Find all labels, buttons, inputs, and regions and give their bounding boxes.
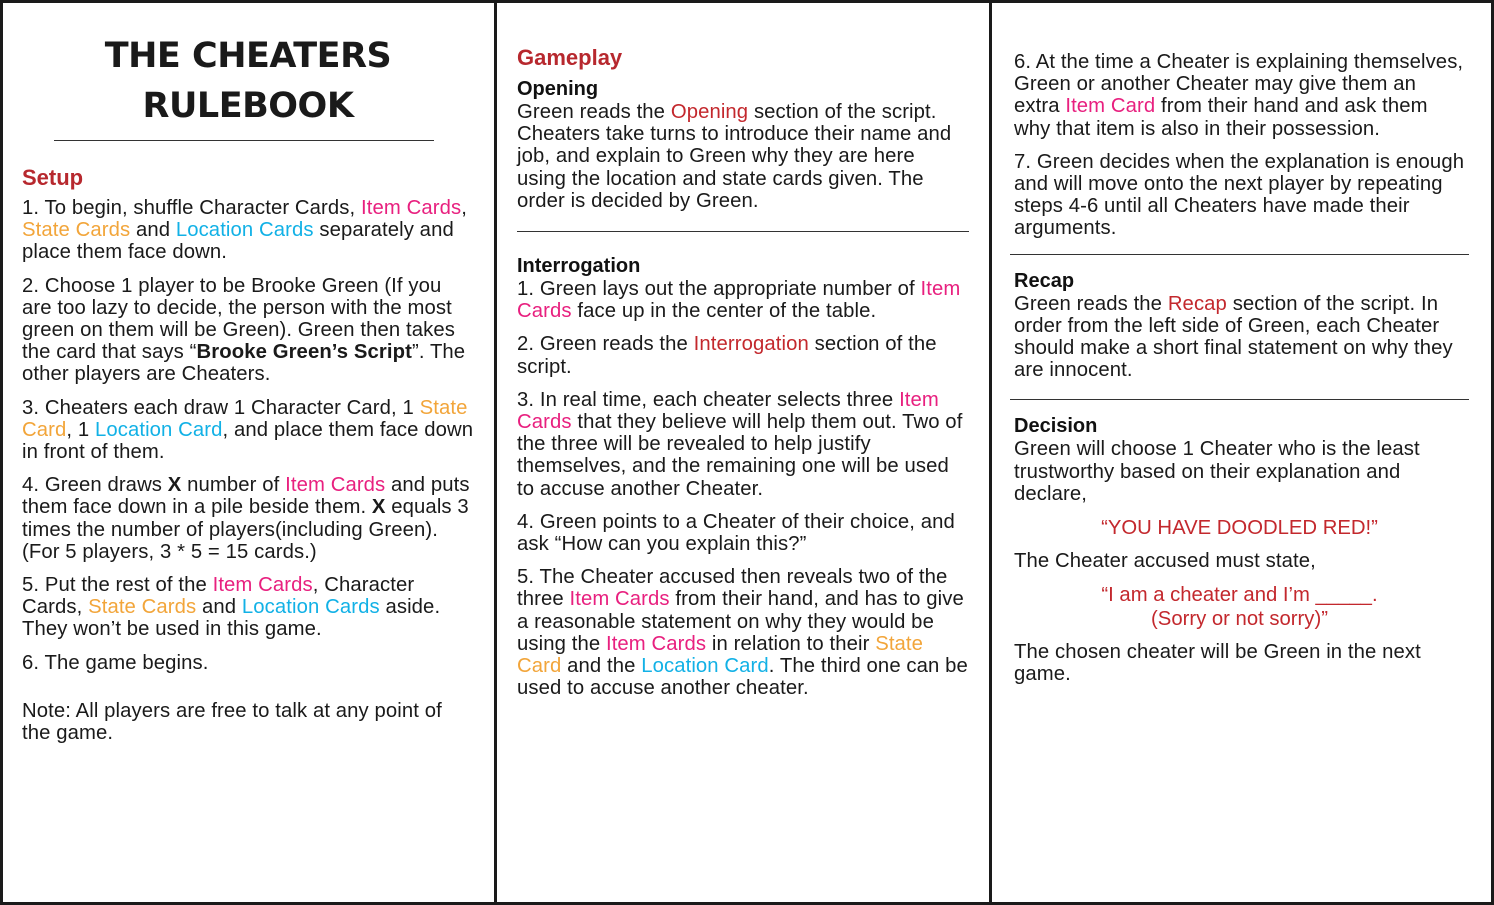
cheater-statement-quote: [1014, 583, 1465, 631]
opening-heading: Opening: [517, 78, 599, 100]
doodled-red-quote: “YOU HAVE DOODLED RED!”: [1101, 517, 1378, 540]
location-card-highlight: Location Card: [641, 655, 769, 678]
item-cards-highlight: Item Cards: [517, 388, 939, 434]
decision-heading: Decision: [1014, 415, 1098, 438]
setup-step-1: 1. To begin, shuffle Character Cards, Item Cards, State Cards and Location Cards separately and place them face down.: [22, 197, 467, 264]
script-card-name: Brooke Green’s Script: [196, 341, 412, 364]
interrogation-step-3: 3. In real time, each cheater selects three Item Cards that they believe will help them out. Two of the three will be revealed to help justify themselves, and the remaining one will be used to accuse another Cheater.: [517, 388, 963, 500]
column-setup: [3, 3, 497, 902]
column-decision: [992, 3, 1491, 902]
title-divider: [54, 140, 434, 141]
section-divider: [1010, 254, 1469, 255]
variable-x: X: [371, 496, 386, 519]
interrogation-step-2: 2. Green reads the Interrogation section of the script.: [517, 333, 937, 378]
recap-highlight: Recap: [1167, 292, 1227, 315]
item-cards-highlight: Item Cards: [361, 197, 462, 219]
location-card-highlight: Location Card: [94, 418, 223, 441]
interrogation-step-4: 4. Green points to a Cheater of their choice, and ask “How can you explain this?”: [517, 510, 955, 556]
section-divider: [1010, 399, 1469, 400]
setup-heading: Setup: [22, 165, 84, 190]
recap-heading: Recap: [1014, 269, 1075, 292]
location-cards-highlight: Location Cards: [241, 596, 380, 619]
decision-paragraph-1: Green will choose 1 Cheater who is the least trustworthy based on their explanation and declare,: [1014, 438, 1420, 505]
location-cards-highlight: Location Cards: [175, 219, 314, 242]
interrogation-heading: Interrogation: [517, 255, 641, 278]
interrogation-step-1: 1. Green lays out the appropriate number of Item Cards face up in the center of the table.: [517, 278, 961, 323]
setup-step-2: 2. Choose 1 player to be Brooke Green (If you are too lazy to decide, the person with the most green on them will be Green). Green then takes the card that says “Brooke Green’s Script”. The other players are Cheaters.: [22, 274, 466, 386]
gameplay-heading: Gameplay: [517, 45, 623, 70]
section-divider: [517, 231, 969, 232]
opening-paragraph-2: Cheaters take turns to introduce their name and job, and explain to Green why they are here using the location and state cards given. The order is decided by Green.: [517, 123, 952, 212]
item-card-highlight: Item Card: [1065, 95, 1156, 118]
interrogation-step-6: 6. At the time a Cheater is explaining themselves, Green or another Cheater may give them an extra Item Card from their hand and ask them why that item is also in their possession.: [1014, 51, 1464, 140]
variable-x: X: [167, 474, 182, 497]
decision-paragraph-3: The chosen cheater will be Green in the next game.: [1014, 641, 1421, 686]
opening-paragraph-1: Green reads the Opening section of the script.: [517, 101, 937, 123]
opening-highlight: Opening: [670, 101, 749, 123]
setup-step-3: 3. Cheaters each draw 1 Character Card, 1 State Card, 1 Location Card, and place them face down in front of them.: [22, 396, 474, 464]
state-card-highlight: State Card: [22, 396, 468, 441]
rulebook-title: [22, 31, 474, 131]
recap-paragraph: Green reads the Recap section of the script. In order from the left side of Green, each Cheater should make a short final statement on why they are innocent.: [1014, 292, 1453, 382]
quote-line-2: (Sorry or not sorry)”: [1151, 608, 1328, 631]
title-line-1: THE CHEATERS: [104, 36, 392, 76]
setup-note: Note: All players are free to talk at any point of the game.: [22, 699, 442, 745]
quote-line-1: “I am a cheater and I’m _____.: [1101, 584, 1378, 607]
setup-step-5: 5. Put the rest of the Item Cards, Character Cards, State Cards and Location Cards aside. They won’t be used in this game.: [22, 574, 441, 641]
item-cards-highlight: Item Cards: [212, 574, 313, 597]
setup-step-4: 4. Green draws X number of Item Cards and puts them face down in a pile beside them. X equals 3 times the number of players(including Green). (For 5 players, 3 * 5 = 15 cards.): [22, 474, 470, 563]
setup-step-6: 6. The game begins.: [22, 651, 209, 674]
item-cards-highlight: Item Cards: [569, 588, 670, 611]
decision-paragraph-2: The Cheater accused must state,: [1014, 550, 1316, 573]
item-cards-highlight: Item Cards: [605, 632, 707, 655]
interrogation-highlight: Interrogation: [693, 333, 809, 356]
item-cards-highlight: Item Cards: [517, 278, 961, 323]
state-cards-highlight: State Cards: [22, 219, 131, 242]
state-cards-highlight: State Cards: [88, 596, 197, 619]
state-card-highlight: State Card: [517, 632, 924, 678]
interrogation-step-7: 7. Green decides when the explanation is enough and will move onto the next player by repeating steps 4-6 until all Cheaters have made their arguments.: [1014, 150, 1465, 240]
title-line-2: RULEBOOK: [142, 86, 354, 126]
interrogation-step-5: 5. The Cheater accused then reveals two of the three Item Cards from their hand, and has to give a reasonable statement on why they would be using the Item Cards in relation to their State Card and the Location Card. The third one can be used to accuse another cheater.: [517, 566, 968, 700]
item-cards-highlight: Item Cards: [285, 474, 386, 497]
column-gameplay: [497, 3, 992, 902]
